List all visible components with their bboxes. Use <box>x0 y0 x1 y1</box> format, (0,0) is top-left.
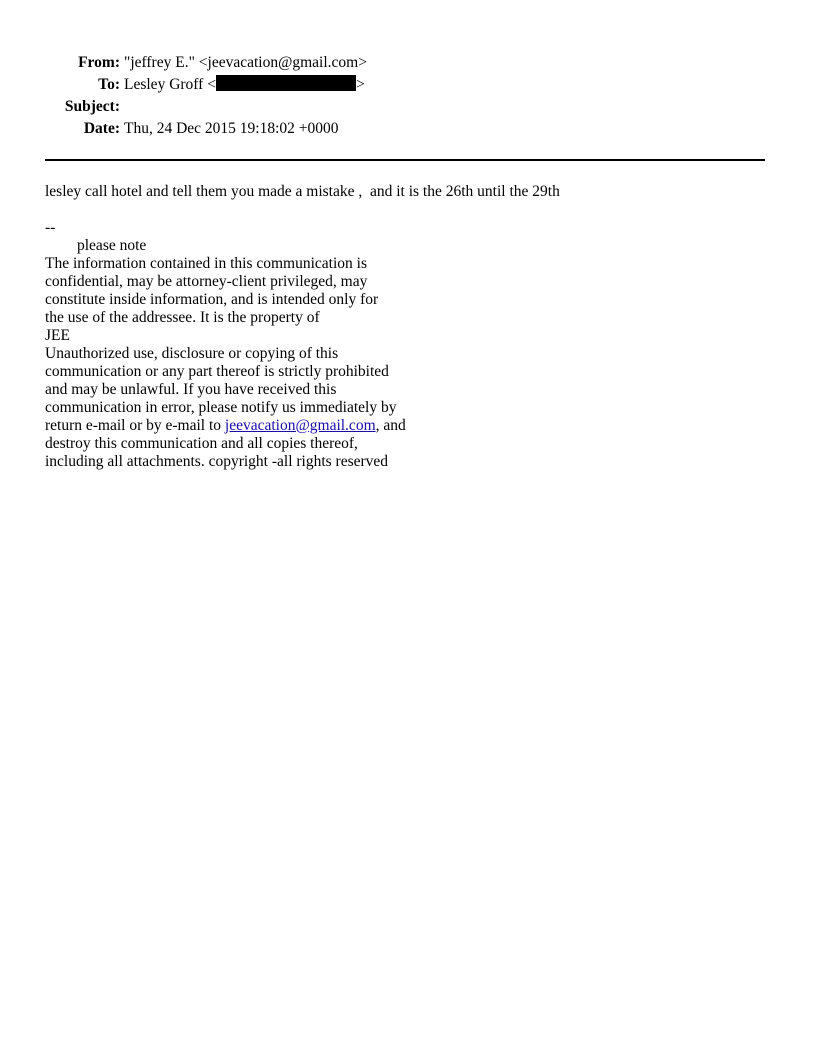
disclaimer-link-line <box>45 417 465 435</box>
disclaimer-line: constitute inside information, and is intended only for <box>45 291 379 308</box>
disclaimer-line: Unauthorized use, disclosure or copying of this <box>45 345 339 362</box>
disclaimer-line: and may be unlawful. If you have received this <box>45 381 337 398</box>
disclaimer-line: including all attachments. copyright -all rights reserved <box>45 453 389 470</box>
to-value <box>124 74 365 96</box>
disclaimer-line: JEE <box>45 327 70 344</box>
to-row <box>0 74 816 96</box>
signature-note: please note <box>77 237 147 254</box>
date-row <box>0 118 816 140</box>
link-line-suffix: , and <box>375 417 406 434</box>
from-label: From: <box>78 54 120 71</box>
disclaimer-line: communication or any part thereof is strictly prohibited <box>45 363 389 380</box>
redacted-email-block <box>216 75 356 91</box>
to-close: > <box>355 76 365 93</box>
disclaimer-line: destroy this communication and all copies thereof, <box>45 435 358 452</box>
email-header <box>0 52 816 140</box>
disclaimer-line: confidential, may be attorney-client privileged, may <box>45 273 368 290</box>
signature-separator: -- <box>45 219 56 236</box>
email-body-text: lesley call hotel and tell them you made a mistake , and it is the 26th until the 29th <box>45 183 560 200</box>
to-name: Lesley Groff < <box>124 76 216 93</box>
subject-row <box>0 96 816 118</box>
from-value: "jeffrey E." <jeevacation@gmail.com> <box>124 54 367 71</box>
to-label: To: <box>98 76 120 93</box>
disclaimer-line: The information contained in this communication is <box>45 255 367 272</box>
date-value: Thu, 24 Dec 2015 19:18:02 +0000 <box>124 120 339 137</box>
email-link[interactable]: jeevacation@gmail.com <box>224 417 376 434</box>
date-label: Date: <box>83 120 120 137</box>
header-divider <box>45 159 765 161</box>
disclaimer-line: the use of the addressee. It is the property of <box>45 309 320 326</box>
disclaimer <box>45 255 465 471</box>
link-line-prefix: return e-mail or by e-mail to <box>45 417 225 434</box>
subject-label: Subject: <box>64 98 120 115</box>
disclaimer-line: communication in error, please notify us immediately by <box>45 399 397 416</box>
from-row <box>0 52 816 74</box>
